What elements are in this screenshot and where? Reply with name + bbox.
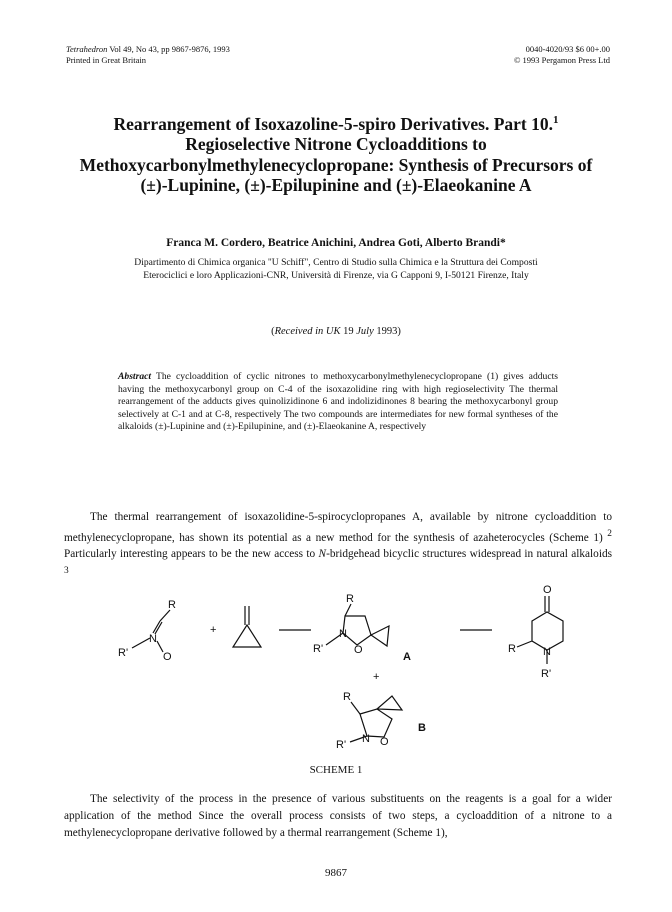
abstract-label: Abstract <box>118 371 152 382</box>
product-b-r-prime-label: R' <box>336 739 347 751</box>
nitrone-o-label: O <box>163 651 172 663</box>
issn-price: 0040-4020/93 $6 00+.00 <box>525 44 610 54</box>
title-footnote-ref: 1 <box>553 114 559 126</box>
nitrone-n-label: N <box>149 633 157 645</box>
received-day: 19 <box>340 326 357 337</box>
received-open: ( <box>271 326 275 337</box>
p1-ref-2: 3 <box>64 566 69 577</box>
title-line-1: Rearrangement of Isoxazoline-5-spiro Derivatives. Part 10. <box>113 113 553 134</box>
affiliation-line-1: Dipartimento di Chimica organica "U Schiff", Centro di Studio sulla Chimica e la Struttura dei Composti <box>134 257 538 268</box>
piperidinone-n-label: N <box>543 646 551 658</box>
product-b-r-label: R <box>343 691 351 703</box>
affiliation-line-2: Eterociclici e loro Applicazioni-CNR, Università di Firenze, via G Capponi 9, I-50121 Firenze, Italy <box>143 270 529 281</box>
piperidinone-r-label: R <box>508 643 516 655</box>
compound-a-label: A <box>403 651 411 663</box>
received-label: Received in UK <box>274 326 341 337</box>
page-number: 9867 <box>325 867 347 879</box>
title-line-2: Regioselective Nitrone Cycloadditions to <box>185 134 487 155</box>
piperidinone-r-prime-label: R' <box>541 668 552 680</box>
product-a-r-label: R <box>346 593 354 605</box>
nitrone-r-label: R <box>168 599 176 611</box>
plus-sign-1: + <box>210 624 217 636</box>
product-a-r-prime-label: R' <box>313 643 324 655</box>
printed-in: Printed in Great Britain <box>66 55 147 65</box>
plus-sign-2: + <box>373 671 380 683</box>
nitrone-r-prime-label: R' <box>118 647 129 659</box>
journal-name: Tetrahedron <box>66 44 108 54</box>
title-line-3: Methoxycarbonylmethylenecyclopropane: Synthesis of Precursors of <box>79 154 593 175</box>
p1-text-a: The thermal rearrangement of isoxazolidine-5-spirocyclopropanes A, available by nitrone cycloaddition to methylenecyclopropane, has shown its potential as a new method for the synthesis of azaheterocycles (Scheme 1) <box>64 511 612 544</box>
product-b-n-label: N <box>362 733 370 745</box>
product-a-o-label: O <box>354 644 363 656</box>
authors: Franca M. Cordero, Beatrice Anichini, Andrea Goti, Alberto Brandi* <box>166 237 506 249</box>
copyright: © 1993 Pergamon Press Ltd <box>513 55 610 65</box>
p1-ref-1: 2 <box>607 528 612 539</box>
product-b-o-label: O <box>380 736 389 748</box>
product-a-n-label: N <box>339 628 347 640</box>
title-line-4: (±)-Lupinine, (±)-Epilupinine and (±)-Elaeokanine A <box>140 175 532 196</box>
received-year: 1993) <box>373 326 401 337</box>
p1-text-c: -bridgehead bicyclic structures widespread in natural alkaloids <box>326 548 613 561</box>
citation: Vol 49, No 43, pp 9867-9876, 1993 <box>107 44 230 54</box>
scheme-caption: SCHEME 1 <box>309 764 363 776</box>
ketone-o-label: O <box>543 584 552 596</box>
compound-b-label: B <box>418 722 426 734</box>
p1-text-b: Particularly interesting appears to be the new access to <box>64 548 319 561</box>
body-paragraph-2: The selectivity of the process in the presence of various substituents on the reagents is a goal for a wider application of the method Since the overall process consists of two steps, a cycloaddition of a nitrone to a methylenecyclopropane derivative followed by a thermal rearrangement (Scheme 1), <box>64 793 612 839</box>
received-month: July <box>356 326 374 337</box>
p1-italic-n: N <box>318 548 327 561</box>
abstract-text: The cycloaddition of cyclic nitrones to methoxycarbonylmethylenecyclopropane (1) gives adducts having the methoxycarbonyl group on C-4 of the isoxazolidine ring with high regioselectivity The thermal rearrangement of the adducts gives quinolizidinone 6 and indolizidinones 8 bearing the methoxycarbonyl group selectively at C-1 and at C-8, respectively The two compounds are intermediates for new formal syntheses of the alkaloids (±)-Lupinine and (±)-Epilupinine, and (±)-Elaeokanine A, respectively <box>118 371 558 433</box>
